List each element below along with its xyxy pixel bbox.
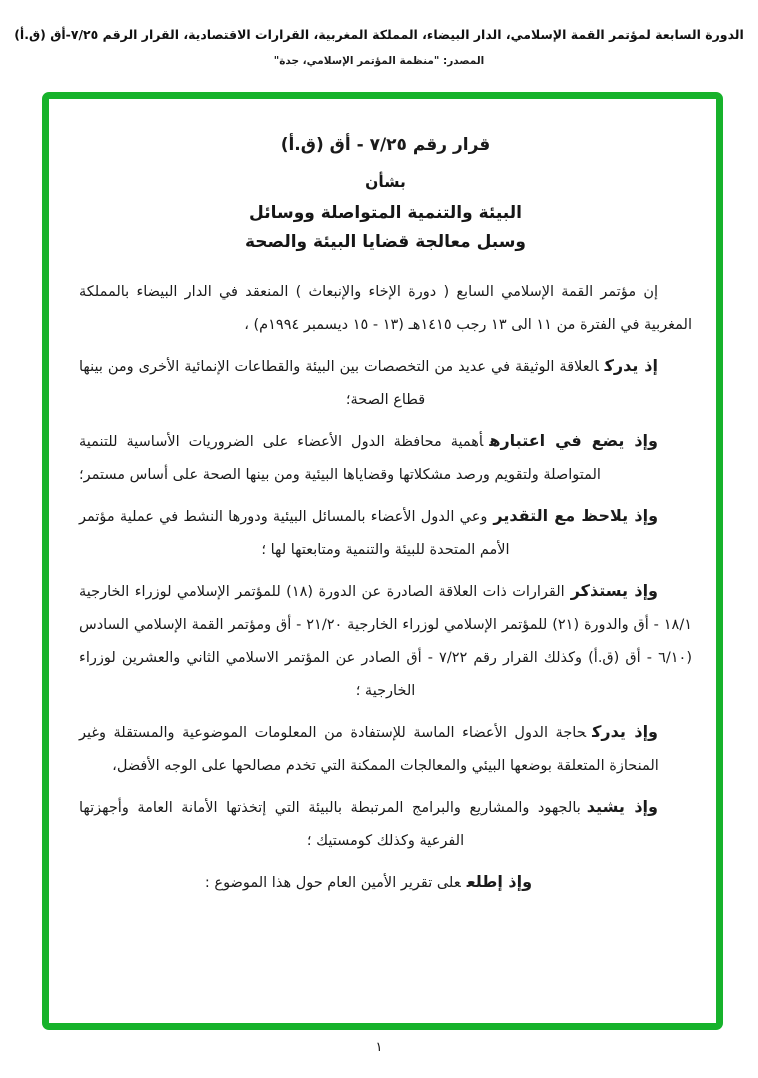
paragraph-recalling-resolutions bbox=[79, 574, 692, 708]
paragraph-text: القرارات ذات العلاقة الصادرة عن الدورة (١٨) للمؤتمر الإسلامي لوزراء الخارجية ١٨/١ - أق والدورة (٢١) للمؤتمر الإسلامي لوزراء الخارجية ٢١/٢٠ - أق ومؤتمر القمة الإسلامي السادس (٦/١٠ - أق (ق.أ) وكذلك القرار رقم ٧/٢٢ - أق الصادر عن المؤتمر الاسلامي الثاني والعشرين لوزراء الخارجية ؛ bbox=[79, 584, 692, 699]
paragraph-recognizing bbox=[79, 349, 692, 417]
paragraph-commending-efforts bbox=[79, 790, 692, 858]
paragraph-text: وعي الدول الأعضاء بالمسائل البيئية ودورها النشط في عملية مؤتمر الأمم المتحدة للبيئة والتنمية ومتابعتها لها ؛ bbox=[79, 509, 510, 558]
resolution-subject-line-1: البيئة والتنمية المتواصلة ووسائل bbox=[249, 203, 522, 223]
document-source-line: المصدر: "منظمة المؤتمر الإسلامي، جدة" bbox=[273, 55, 485, 67]
paragraph-lead: وإذ يلاحظ مع التقدير bbox=[493, 506, 659, 525]
paragraph-having-reviewed-report bbox=[79, 865, 692, 900]
resolution-subject-line-2: وسبل معالجة قضايا البيئة والصحة bbox=[245, 232, 526, 252]
paragraph-preamble bbox=[79, 276, 692, 342]
paragraph-text: على تقرير الأمين العام حول هذا الموضوع : bbox=[204, 875, 461, 891]
paragraph-lead: إذ يدرك bbox=[604, 356, 658, 375]
paragraph-text: أهمية محافظة الدول الأعضاء على الضروريات الأساسية للتنمية المتواصلة ولتقويم ورصد مشكلاتها وقضاياها البيئية ومن بينها الصحة على أساس مستمر؛ bbox=[79, 434, 601, 483]
resolution-regarding-title: بشأن bbox=[365, 173, 406, 191]
paragraph-lead: وإذ يشيد bbox=[586, 797, 658, 816]
paragraph-bearing-in-mind bbox=[79, 424, 692, 492]
paragraph-text: حاجة الدول الأعضاء الماسة للإستفادة من المعلومات الموضوعية والمستقلة وغير المنحازة المتعلقة بوضعها البيئي والمعالجات الممكنة التي تخدم مصالحها على الوجه الأفضل، bbox=[79, 725, 659, 774]
resolution-number-title: قرار رقم ٧/٢٥ - أق (ق.أ) bbox=[280, 135, 491, 155]
paragraph-lead: وإذ يستذكر bbox=[570, 581, 659, 600]
resolution-body bbox=[79, 276, 692, 900]
resolution-border-frame bbox=[42, 92, 723, 1030]
paragraph-noting-with-appreciation bbox=[79, 499, 692, 567]
paragraph-text: بالجهود والمشاريع والبرامج المرتبطة بالبيئة التي إتخذتها الأمانة العامة وأجهزتها الفرعية وكذلك كومستيك ؛ bbox=[79, 800, 581, 849]
paragraph-lead: وإذ يضع في اعتباره bbox=[489, 431, 658, 450]
paragraph-lead: وإذ إطلع bbox=[466, 872, 533, 891]
resolution-title-block bbox=[79, 135, 692, 252]
paragraph-text: إن مؤتمر القمة الإسلامي السابع ( دورة الإخاء والإنبعاث ) المنعقد في الدار البيضاء بالمملكة المغربية في الفترة من ١١ الى ١٣ رجب ١٤١٥هـ (١٣ - ١٥ ديسمبر ١٩٩٤م) ، bbox=[79, 284, 692, 333]
page-number: ١ bbox=[375, 1040, 383, 1055]
document-citation-header: الدورة السابعة لمؤتمر القمة الإسلامي، الدار البيضاء، المملكة المغربية، القرارات الاقتصادية، القرار الرقم ٧/٢٥-أق (ق.أ) bbox=[14, 27, 744, 42]
paragraph-text: العلاقة الوثيقة في عديد من التخصصات بين البيئة والقطاعات الإنمائية الأخرى ومن بينها قطاع الصحة؛ bbox=[79, 359, 599, 408]
paragraph-lead: وإذ يدرك bbox=[592, 722, 658, 741]
paragraph-aware-of-need bbox=[79, 715, 692, 783]
